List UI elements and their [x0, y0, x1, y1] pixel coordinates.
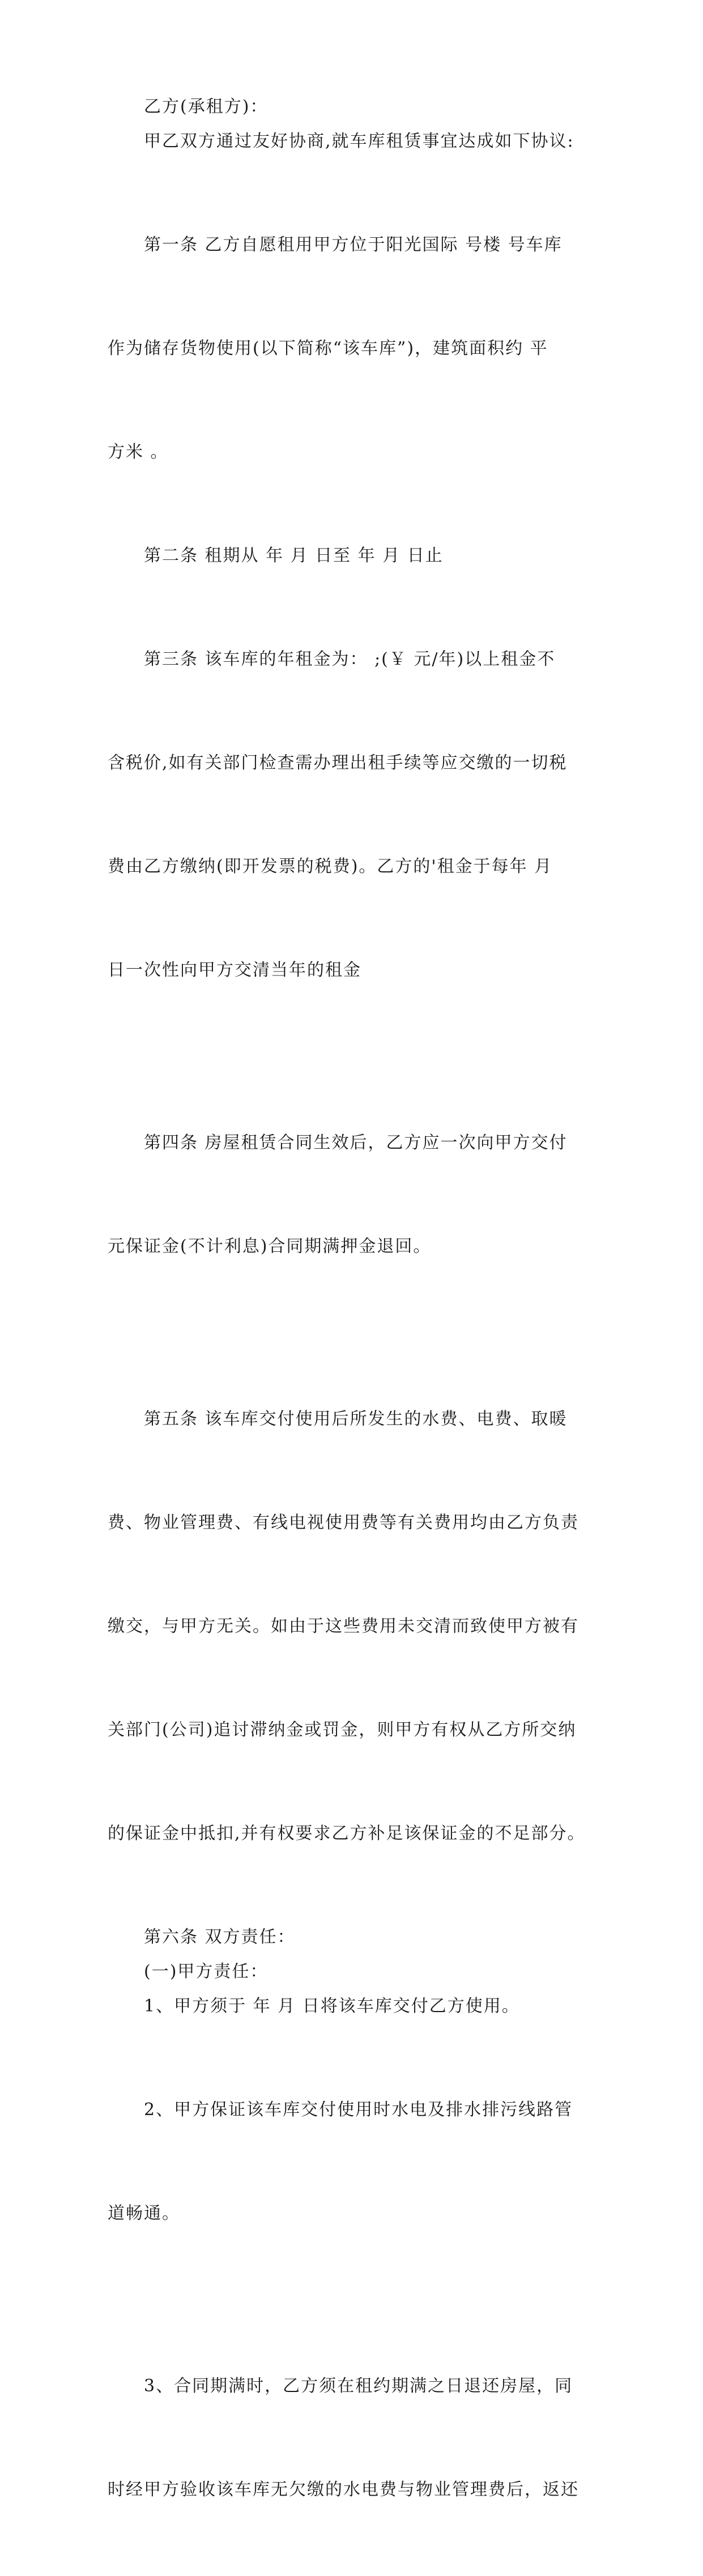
text-line: 日一次性向甲方交清当年的租金 [108, 960, 361, 980]
text-line: 第四条 房屋租赁合同生效后，乙方应一次向甲方交付 [144, 1133, 568, 1153]
text-line: 甲乙双方通过友好协商,就车库租赁事宜达成如下协议: [144, 131, 574, 151]
document-body [108, 89, 595, 2576]
text-line: 作为储存货物使用(以下简称“该车库”)，建筑面积约 平 [108, 339, 548, 358]
text-line: 含税价,如有关部门检查需办理出租手续等应交缴的一切税 [108, 753, 568, 773]
text-line: 关部门(公司)追讨滞纳金或罚金，则甲方有权从乙方所交纳 [108, 1720, 577, 1740]
text-line: 1、甲方须于 年 月 日将该车库交付乙方使用。 [144, 1996, 520, 2016]
text-line: 时经甲方验收该车库无欠缴的水电费与物业管理费后，返还 [108, 2480, 579, 2500]
article-6 [108, 1920, 595, 1954]
text-line: (一)甲方责任： [144, 1962, 269, 1982]
text-line: 乙方(承租方)： [144, 97, 269, 117]
text-line: 费、物业管理费、有线电视使用费等有关费用均由乙方负责 [108, 1513, 579, 1533]
text-line: 缴交，与甲方无关。如由于这些费用未交清而致使甲方被有 [108, 1616, 579, 1636]
text-line: 元保证金(不计利息)合同期满押金退回。 [108, 1236, 432, 1256]
text-line: 费由乙方缴纳(即开发票的税费)。乙方的'租金于每年 月 [108, 857, 553, 876]
agreement-intro [108, 124, 595, 159]
text-line: 的保证金中抵扣,并有权要求乙方补足该保证金的不足部分。 [108, 1824, 586, 1843]
text-line: 道畅通。 [108, 2203, 180, 2223]
duty-item-3 [108, 2300, 595, 2576]
text-line: 第一条 乙方自愿租用甲方位于阳光国际 号楼 号车库 [144, 235, 563, 255]
text-line: 2、甲方保证该车库交付使用时水电及排水排污线路管 [144, 2100, 573, 2120]
text-line: 3、合同期满时，乙方须在租约期满之日退还房屋，同 [144, 2376, 573, 2396]
text-line: 第五条 该车库交付使用后所发生的水费、电费、取暖 [144, 1409, 568, 1429]
duty-item-1 [108, 1989, 595, 2023]
text-line: 第二条 租期从 年 月 日至 年 月 日止 [144, 546, 444, 566]
article-2 [108, 538, 595, 573]
text-line: 第三条 该车库的年租金为： ;(￥ 元/年)以上租金不 [144, 649, 556, 669]
text-line: 方米 。 [108, 442, 169, 462]
party-b-line [108, 89, 595, 124]
duty-item-2 [108, 2023, 595, 2300]
article-5 [108, 1333, 595, 1920]
article-3 [108, 573, 595, 1056]
party-a-duties-heading [108, 1954, 595, 1989]
text-line: 第六条 双方责任： [144, 1927, 296, 1947]
article-4 [108, 1056, 595, 1333]
article-1 [108, 159, 595, 538]
